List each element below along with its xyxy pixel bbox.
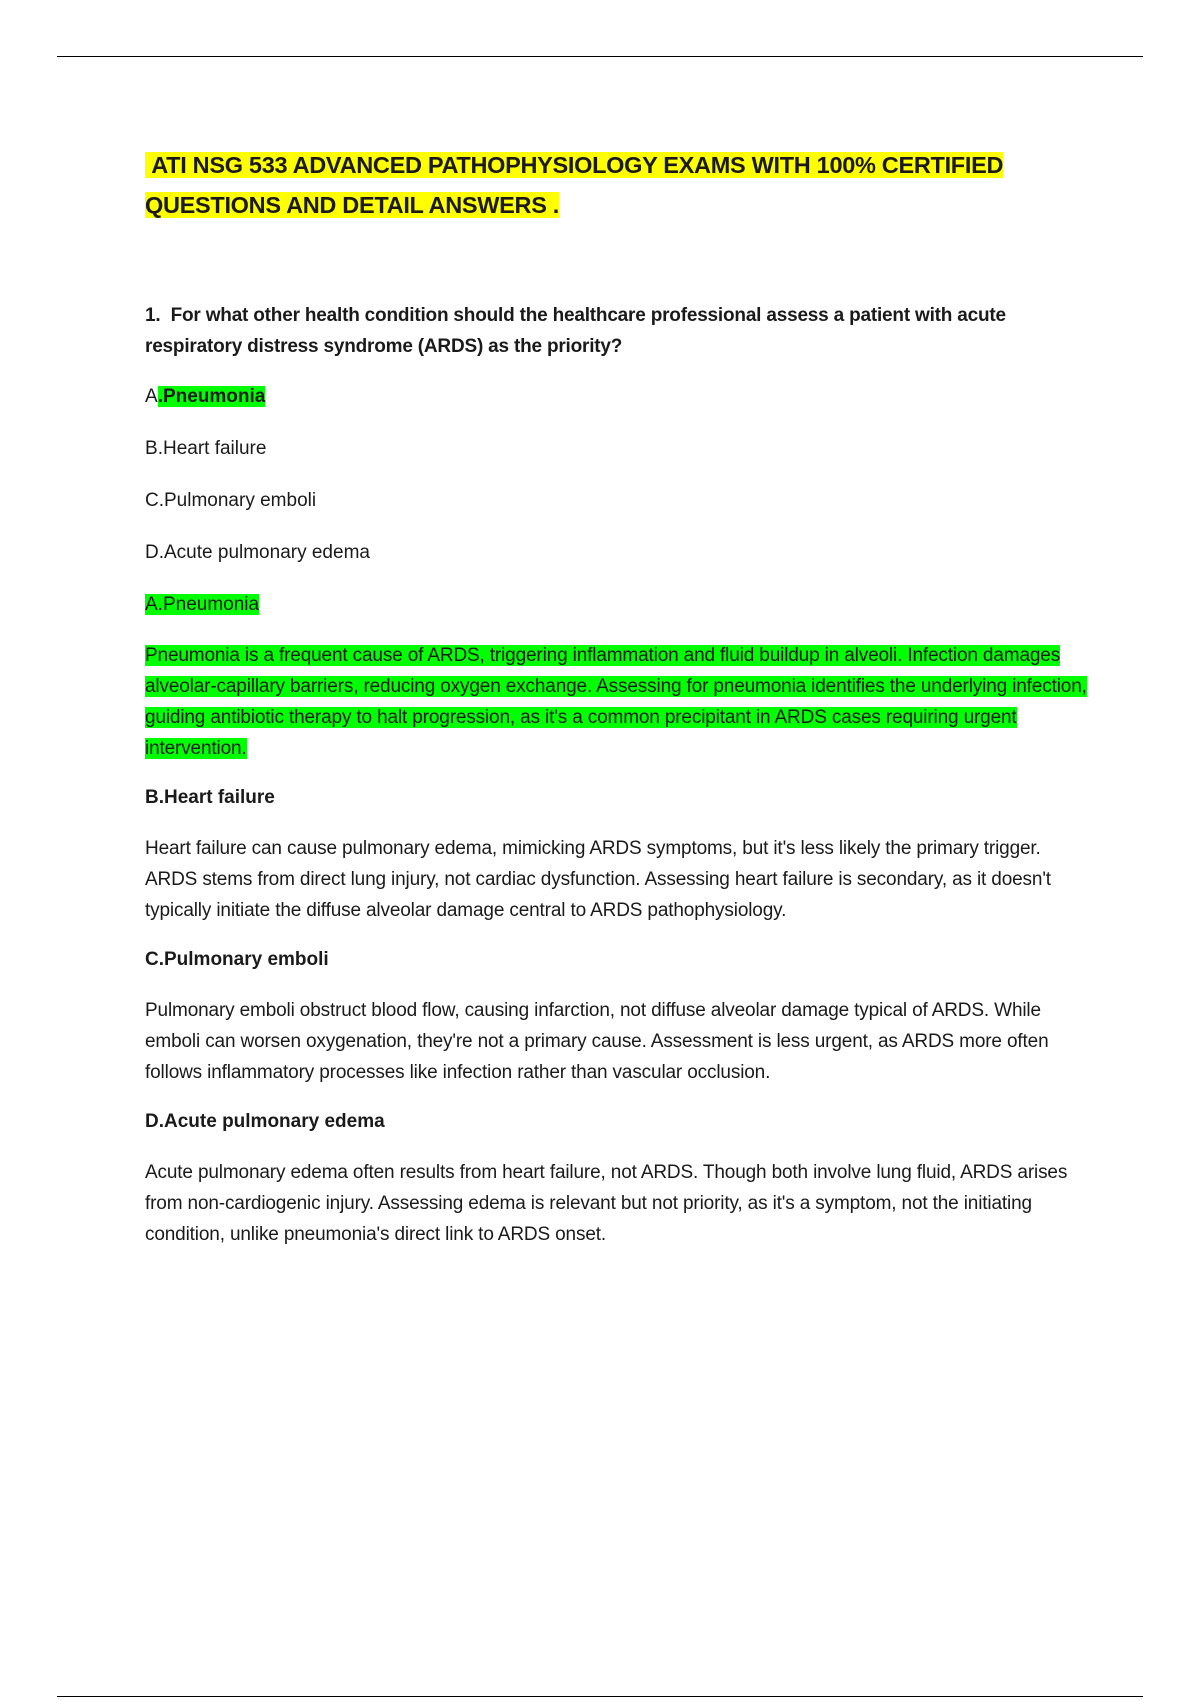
rationale-c-text: Pulmonary emboli obstruct blood flow, causing infarction, not diffuse alveolar damage typical of ARDS. While emboli can worsen oxygenation, they're not a primary cause. Assessment is less urgent, as ARDS more often follows inflammatory processes like infection rather than vascular occlusion.	[145, 1000, 1049, 1083]
option-c-text: .Pulmonary emboli	[158, 490, 317, 511]
rationale-d-heading: D.Acute pulmonary edema	[145, 1111, 385, 1132]
title-highlight	[145, 152, 1003, 218]
correct-rationale	[145, 640, 1095, 764]
rationale-b-heading: B.Heart failure	[145, 787, 275, 808]
question-number: 1.	[145, 305, 161, 326]
option-b-text: .Heart failure	[157, 438, 267, 459]
option-d-letter: D	[145, 542, 159, 563]
option-b-letter: B	[145, 438, 158, 459]
option-c	[145, 486, 1095, 516]
option-a-text: .Pneumonia	[157, 386, 266, 407]
option-a	[145, 382, 1095, 412]
option-a-letter: A	[145, 386, 158, 407]
top-rule	[57, 56, 1143, 57]
question-stem	[145, 300, 1095, 362]
correct-rationale-text: Pneumonia is a frequent cause of ARDS, triggering inflammation and fluid buildup in alveoli. Infection damages alveolar-capillary barriers, reducing oxygen exchange. Assessing for pneumonia identifies the underlying infection, guiding antibiotic therapy to halt progression, as it's a common precipitant in ARDS cases requiring urgent intervention.	[145, 645, 1087, 759]
rationale-c-heading: C.Pulmonary emboli	[145, 949, 329, 970]
rationale-b-text: Heart failure can cause pulmonary edema, mimicking ARDS symptoms, but it's less likely the primary trigger. ARDS stems from direct lung injury, not cardiac dysfunction. Assessing heart failure is secondary, as it doesn't typically initiate the diffuse alveolar damage central to ARDS pathophysiology.	[145, 838, 1051, 921]
option-c-letter: C	[145, 490, 159, 511]
option-d-text: .Acute pulmonary edema	[158, 542, 370, 563]
title-line-2: QUESTIONS AND DETAIL ANSWERS .	[145, 192, 560, 218]
option-d	[145, 538, 1095, 568]
title-line-1: ATI NSG 533 ADVANCED PATHOPHYSIOLOGY EXAMS WITH 100% CERTIFIED	[151, 152, 1004, 178]
rationale-d-text: Acute pulmonary edema often results from heart failure, not ARDS. Though both involve lung fluid, ARDS arises from non-cardiogenic injury. Assessing edema is relevant but not priority, as it's a symptom, not the initiating condition, unlike pneumonia's direct link to ARDS onset.	[145, 1162, 1068, 1245]
question-text: For what other health condition should the healthcare professional assess a patient with acute respiratory distress syndrome (ARDS) as the priority?	[145, 305, 1006, 357]
document-body	[145, 145, 1095, 1269]
document-title	[145, 145, 1095, 225]
option-b	[145, 434, 1095, 464]
correct-answer-text: A.Pneumonia	[145, 594, 260, 615]
correct-answer	[145, 590, 1095, 620]
bottom-rule	[57, 1696, 1143, 1697]
